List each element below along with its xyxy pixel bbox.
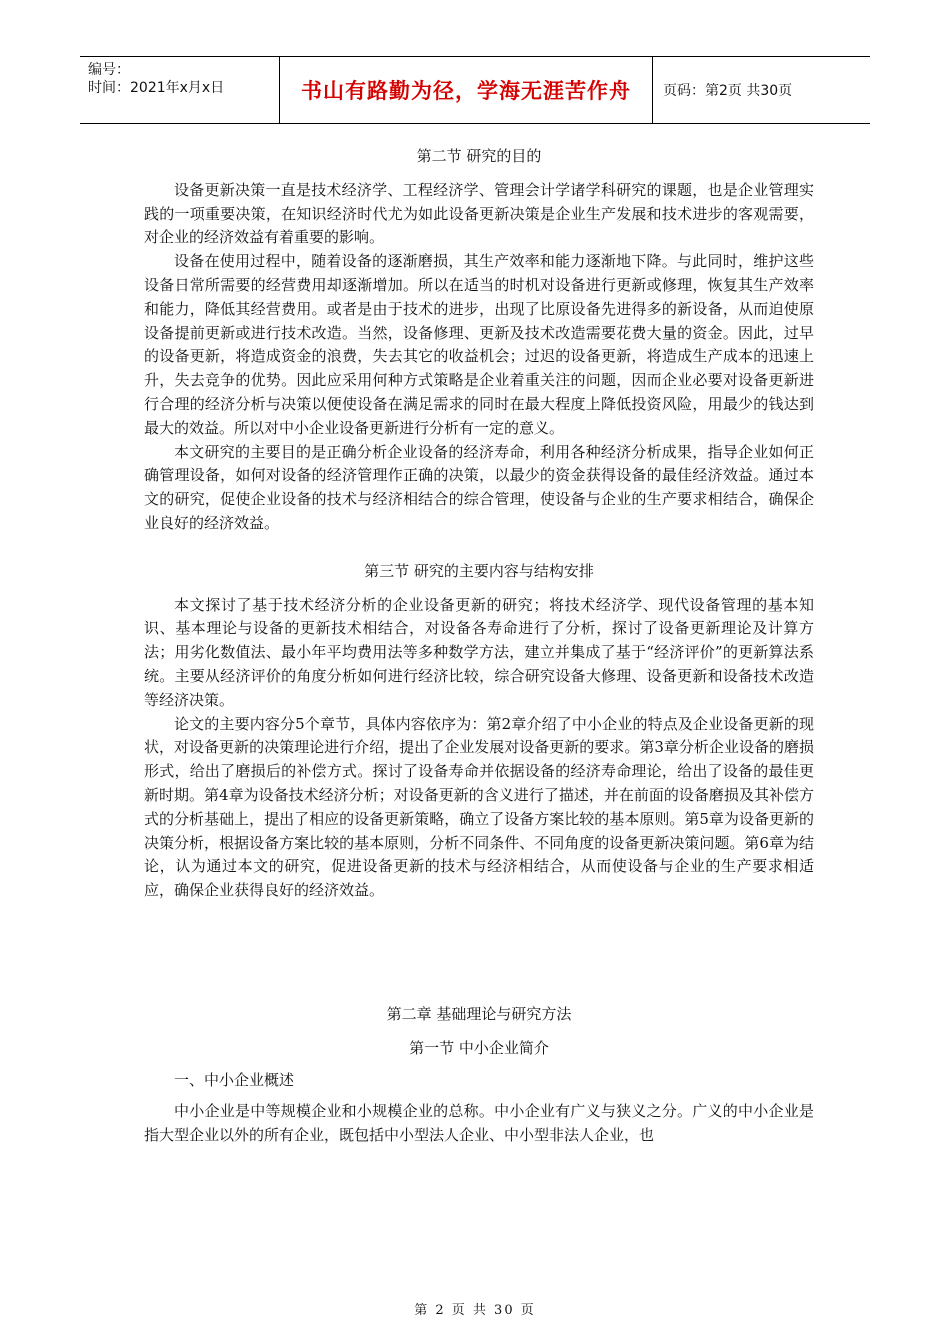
header-motto: 书山有路勤为径，学海无涯苦作舟	[280, 57, 653, 123]
header-meta	[80, 57, 280, 123]
paragraph: 设备在使用过程中，随着设备的逐渐磨损，其生产效率和能力逐渐地下降。与此同时，维护这些设备日常所需要的经营费用却逐渐增加。所以在适当的时机对设备进行更新或修理，恢复其生产效率和能力，降低其经营费用。或者是由于技术的进步，出现了比原设备先进得多的新设备，从而迫使原设备提前更新或进行技术改造。当然，设备修理、更新及技术改造需要花费大量的资金。因此，过早的设备更新，将造成资金的浪费，失去其它的收益机会；过迟的设备更新，将造成生产成本的迅速上升，失去竞争的优势。因此应采用何种方式策略是企业着重关注的问题，因而企业必要对设备更新进行合理的经济分析与决策以便使设备在满足需求的同时在最大程度上降低投资风险，用最少的钱达到最大的效益。所以对中小企业设备更新进行分析有一定的意义。	[144, 252, 814, 437]
document-body	[144, 145, 814, 1148]
paragraph: 本文研究的主要目的是正确分析企业设备的经济寿命，利用各种经济分析成果，指导企业如何正确管理设备，如何对设备的经济管理作正确的决策，以最少的资金获得设备的最佳经济效益。通过本文的研究，促使企业设备的技术与经济相结合的综合管理，使设备与企业的生产要求相结合，确保企业良好的经济效益。	[144, 442, 814, 532]
subheading: 一、中小企业概述	[174, 1070, 295, 1089]
paragraph: 中小企业是中等规模企业和小规模企业的总称。中小企业有广义与狭义之分。广义的中小企业是指大型企业以外的所有企业，既包括中小型法人企业、中小型非法人企业，也	[144, 1102, 814, 1145]
chapter-2-section-1-title: 第一节 中小企业简介	[409, 1038, 549, 1057]
paragraph: 设备更新决策一直是技术经济学、工程经济学、管理会计学诸学科研究的课题，也是企业管理实践的一项重要决策，在知识经济时代尤为如此设备更新决策是企业生产发展和技术进步的客观需要，对企业的经济效益有着重要的影响。	[144, 180, 814, 247]
page-footer: 第 2 页 共 30 页	[414, 1303, 536, 1318]
paragraph: 本文探讨了基于技术经济分析的企业设备更新的研究；将技术经济学、现代设备管理的基本知识、基本理论与设备的更新技术相结合，对设备各寿命进行了分析，探讨了设备更新理论及计算方法；用劣化数值法、最小年平均费用法等多种数学方法，建立并集成了基于“经济评价”的更新算法系统。主要从经济评价的角度分析如何进行经济比较，综合研究设备大修理、设备更新和设备技术改造等经济决策。	[144, 595, 814, 709]
document-time: 时间：2021年x月x日	[88, 80, 225, 96]
section-2-title: 第二节 研究的目的	[416, 147, 542, 165]
header-page-code: 页码：第2页 共30页	[663, 83, 793, 99]
page-header	[80, 56, 870, 124]
chapter-2-title: 第二章 基础理论与研究方法	[386, 1004, 572, 1023]
section-3-title: 第三节 研究的主要内容与结构安排	[364, 561, 594, 580]
document-number-label: 编号：	[88, 62, 130, 78]
paragraph: 论文的主要内容分5个章节，具体内容依序为：第2章介绍了中小企业的特点及企业设备更新的现状，对设备更新的决策理论进行介绍，提出了企业发展对设备更新的要求。第3章分析企业设备的磨损形式，给出了磨损后的补偿方式。探讨了设备寿命并依据设备的经济寿命理论，给出了设备的最佳更新时期。第4章为设备技术经济分析；对设备更新的含义进行了描述，并在前面的设备磨损及其补偿方式的分析基础上，提出了相应的设备更新策略，确立了设备方案比较的基本原则。第5章为设备更新的决策分析，根据设备方案比较的基本原则，分析不同条件、不同角度的设备更新决策问题。第6章为结论，认为通过本文的研究，促进设备更新的技术与经济相结合，从而使设备与企业的生产要求相适应，确保企业获得良好的经济效益。	[144, 714, 814, 900]
